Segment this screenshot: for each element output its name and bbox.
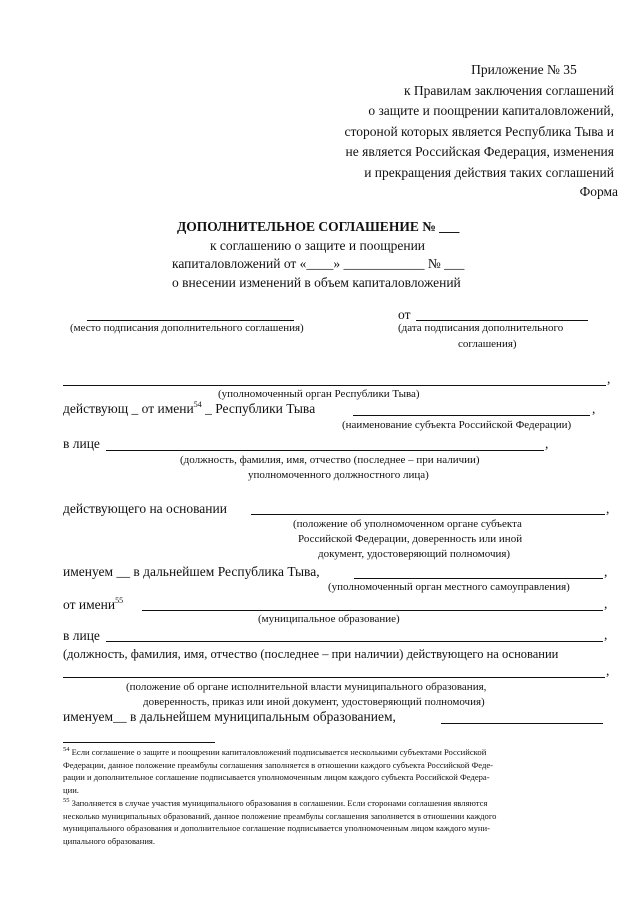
footnote-line: ципального образования. [63,835,156,846]
header-line: не является Российская Федерация, изменения [345,144,614,159]
local-organ-field[interactable] [354,578,603,579]
on-behalf-label [63,597,123,613]
on-behalf-text: от имени [63,597,116,612]
form-label: Форма [579,184,618,199]
footnote-text: Если соглашение о защите и поощрении капиталовложений подписывается несколькими субъектами Российской [71,747,487,757]
exec-basis-field[interactable] [63,677,605,678]
official-caption: уполномоченного должностного лица) [248,469,429,481]
header-line: и прекращения действия таких соглашений [364,164,614,180]
v-litse-label-2: в лице [63,628,100,643]
footnote-number: 55 [63,797,70,804]
comma: , [604,627,608,642]
basis-caption: Российской Федерации, доверенность или иной [298,533,523,545]
footnote-54 [63,746,493,796]
footnote-line: муниципального образования и дополнительное соглашение подписывается уполномоченным лицом каждого муни- [63,823,490,833]
acting-text: действующ _ от имени [63,401,194,416]
municipal-field[interactable] [142,610,603,611]
organ-caption: (уполномоченный орган Республики Тыва) [218,388,420,400]
footnote-55 [63,797,496,847]
date-field[interactable] [416,320,588,321]
official-line: (должность, фамилия, имя, отчество (последнее – при наличии) действующего на основании [63,647,559,661]
comma: , [604,564,608,579]
document-title: ДОПОЛНИТЕЛЬНОЕ СОГЛАШЕНИЕ № ___ [177,219,460,234]
v-litse-label: в лице [63,436,100,451]
header-line: Приложение № 35 [471,62,577,77]
basis-caption: (положение об уполномоченном органе субъекта [293,518,522,530]
footnote-line [63,797,496,810]
title-sub-line: капиталовложений от «____» ____________ № ___ [172,256,465,271]
footnote-ref-55: 55 [115,596,124,605]
place-field[interactable] [87,320,294,321]
appendix-header [344,60,614,183]
exec-caption: (положение об органе исполнительной власти муниципального образования, [126,681,487,693]
official-field[interactable] [106,450,544,451]
subject-field[interactable] [353,415,590,416]
footnote-line: Федерации, данное положение преамбулы соглашения заполняется в отношении каждого субъекта Российской Феде- [63,759,494,770]
header-line: стороной которых является Республика Тыва и [344,123,614,139]
footnote-text: Заполняется в случае участия муниципального образования в соглашении. Если сторонами соглашения являются [71,798,488,808]
comma: , [604,596,608,611]
ot-label: от [398,307,411,322]
place-caption: (место подписания дополнительного соглашения) [70,322,304,334]
named-mo-label: именуем__ в дальнейшем муниципальным образованием, [63,709,396,724]
municipal-named-field[interactable] [441,723,603,724]
named-rt-label: именуем __ в дальнейшем Республика Тыва, [63,564,320,579]
exec-caption: доверенность, приказ или иной документ, удостоверяющий полномочия) [143,696,485,708]
basis-field[interactable] [251,514,605,515]
footnote-line [63,746,493,759]
comma: , [606,501,610,516]
date-caption: (дата подписания дополнительного [398,322,564,334]
date-caption: соглашения) [458,338,517,350]
title-sub-line: к соглашению о защите и поощрении [210,238,426,253]
municipal-caption: (муниципальное образование) [258,613,400,625]
official-field-2[interactable] [106,641,603,642]
local-organ-caption: (уполномоченный орган местного самоуправления) [328,581,570,593]
footnote-separator [63,742,215,743]
footnote-line: несколько муниципальных образований, данное положение преамбулы соглашения заполняется в отношении каждого [63,810,497,821]
comma: , [607,371,611,386]
header-line: к Правилам заключения соглашений [403,82,614,98]
footnote-ref-54: 54 [193,400,202,409]
footnote-line: ции. [63,784,79,795]
comma: , [606,663,610,678]
comma: , [592,401,596,416]
title-sub-line: о внесении изменений в объем капиталовложений [172,275,461,290]
subject-caption: (наименование субъекта Российской Федерации) [342,419,572,431]
acting-basis-label: действующего на основании [63,501,227,516]
footnote-number: 54 [63,746,70,753]
comma: , [545,436,549,451]
footnote-line: рации и дополнительное соглашение подписывается уполномоченным лицом каждого субъекта Российской Федера- [63,772,490,782]
official-caption: (должность, фамилия, имя, отчество (последнее – при наличии) [180,454,480,466]
acting-text: _ Республики Тывa [205,401,316,416]
header-line: о защите и поощрении капиталовложений, [368,103,614,118]
acting-label [63,401,315,417]
authorized-organ-field[interactable] [63,385,606,386]
basis-caption: документ, удостоверяющий полномочия) [318,548,511,560]
